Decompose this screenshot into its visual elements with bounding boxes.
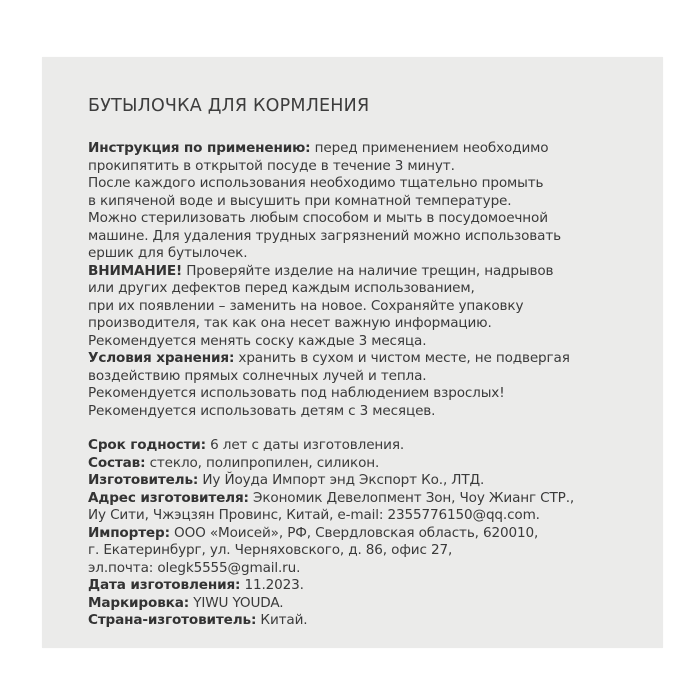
storage-text: Рекомендуется использовать детям с 3 месяцев. — [88, 402, 436, 419]
details-section — [88, 437, 648, 630]
warning-text: при их появлении – заменить на новое. Сохраняйте упаковку — [88, 297, 524, 314]
instructions-text: Можно стерилизовать любым способом и мыть в посудомоечной — [88, 210, 548, 226]
instructions-label: Инструкция по применению: — [88, 140, 311, 156]
storage-text: хранить в сухом и чистом месте, не подвергая — [234, 350, 570, 366]
shelf-life-label: Срок годности: — [88, 437, 206, 453]
instructions-text: прокипятить в открытой посуде в течение 3 минут. — [88, 157, 455, 174]
instructions-text: машине. Для удаления трудных загрязнений можно использовать — [88, 227, 561, 244]
label-content — [88, 95, 648, 630]
warning-text: Проверяйте изделие на наличие трещин, надрывов — [182, 262, 554, 279]
manufacturer-address-value: Иу Сити, Чжэцзян Провинс, Китай, e-mail: 2355776150@qq.com. — [88, 507, 540, 523]
product-title: БУТЫЛОЧКА ДЛЯ КОРМЛЕНИЯ — [88, 96, 370, 116]
instructions-text: После каждого использования необходимо тщательно промыть — [88, 175, 544, 191]
manufacturer-value: Иу Йоуда Импорт энд Экспорт Ко., ЛТД. — [198, 472, 485, 488]
manufacturer-label: Изготовитель: — [88, 472, 199, 488]
shelf-life-value: 6 лет с даты изготовления. — [205, 437, 405, 453]
manufacturer-address-value: Экономик Девелопмент Зон, Чоу Жианг СТР., — [248, 489, 575, 506]
marking-value: YIWU YOUDA. — [189, 594, 284, 611]
instructions-text: перед применением необходимо — [310, 140, 549, 156]
manufacturer-address-label: Адрес изготовителя: — [88, 489, 249, 506]
importer-label: Импортер: — [88, 524, 170, 541]
importer-value: ООО «Моисей», РФ, Свердловская область, 620010, — [169, 524, 539, 541]
warning-label: ВНИМАНИЕ! — [88, 262, 183, 279]
marking-label: Маркировка: — [88, 594, 190, 611]
warning-text: производителя, так как она несет важную информацию. — [88, 315, 492, 331]
label-card — [42, 57, 663, 648]
storage-text: воздействию прямых солнечных лучей и тепла. — [88, 367, 427, 384]
instructions-text: в кипяченой воде и высушить при комнатной температуре. — [88, 192, 512, 209]
country-value: Китай. — [256, 612, 308, 628]
warning-text: или других дефектов перед каждым использованием, — [88, 280, 475, 296]
composition-label: Состав: — [88, 454, 146, 471]
warning-text: Рекомендуется менять соску каждые 3 месяца. — [88, 332, 427, 349]
importer-value: эл.почта: olegk5555@gmail.ru. — [88, 559, 301, 576]
composition-value: стекло, полипропилен, силикон. — [145, 454, 380, 471]
storage-label: Условия хранения: — [88, 350, 235, 366]
instructions-text: ершик для бутылочек. — [88, 245, 248, 261]
manufacture-date-label: Дата изготовления: — [88, 577, 241, 593]
importer-value: г. Екатеринбург, ул. Черняховского, д. 86, офис 27, — [88, 542, 453, 558]
section-gap — [88, 420, 648, 437]
instructions-section — [88, 140, 648, 420]
manufacture-date-value: 11.2023. — [240, 577, 304, 593]
country-label: Страна-изготовитель: — [88, 612, 257, 628]
storage-text: Рекомендуется использовать под наблюдением взрослых! — [88, 385, 505, 401]
